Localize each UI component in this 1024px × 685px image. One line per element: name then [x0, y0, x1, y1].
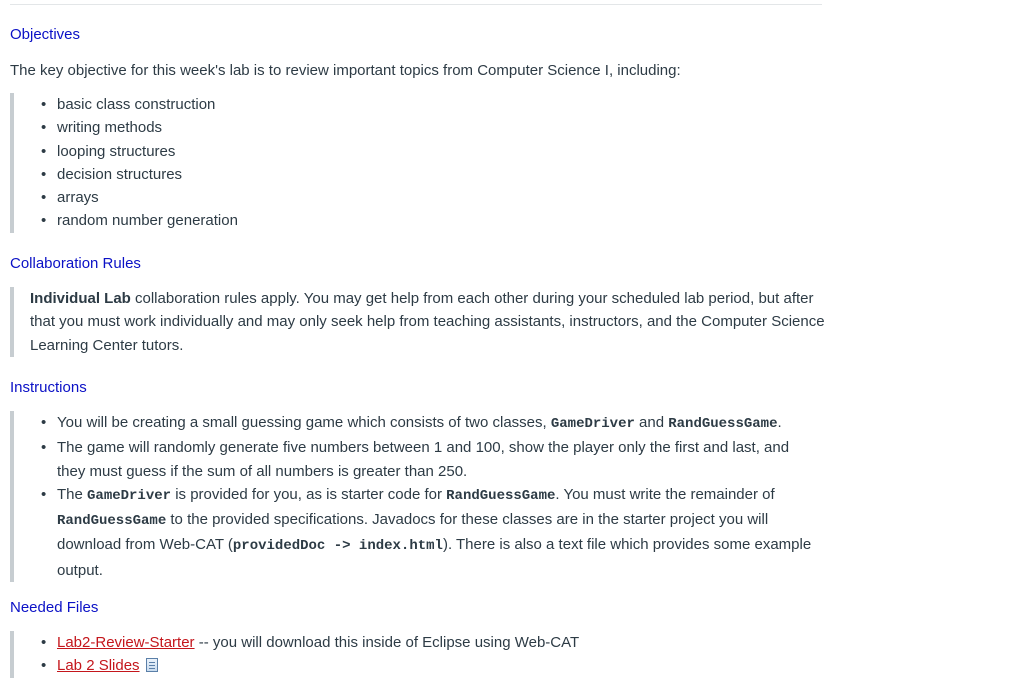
needed-files-heading: Needed Files — [10, 599, 99, 616]
objectives-intro: The key objective for this week's lab is to review important topics from Computer Science I, including: — [10, 62, 681, 79]
collaboration-quote — [10, 287, 830, 357]
link1-suffix: -- you will download this inside of Eclipse using Web-CAT — [194, 634, 580, 651]
objectives-list — [14, 93, 814, 233]
code-gamedriver: GameDriver — [87, 487, 172, 504]
lab2-slides-link[interactable]: Lab 2 Slides — [57, 657, 140, 675]
needed-files-list — [14, 631, 814, 678]
instructions-list — [14, 411, 814, 582]
text-run: You will be creating a small guessing game which consists of two classes, — [57, 414, 551, 431]
list-item: • looping structures — [14, 140, 814, 163]
list-item: • decision structures — [14, 163, 814, 186]
objectives-quote — [10, 93, 814, 233]
code-randguessgame: RandGuessGame — [57, 513, 167, 530]
text-run: is provided for you, as is starter code for — [171, 485, 447, 503]
objectives-heading: Objectives — [10, 26, 81, 43]
list-item: • basic class construction — [14, 93, 814, 116]
text-run: and — [634, 414, 669, 431]
needed-files-quote — [10, 631, 814, 678]
list-item: • random number generation — [14, 209, 814, 232]
list-item: • arrays — [14, 186, 814, 209]
code-randguessgame: RandGuessGame — [446, 487, 556, 504]
text-run: The — [57, 485, 88, 503]
list-item: • writing methods — [14, 116, 814, 139]
list-item: • The game will randomly generate five numbers between 1 and 100, show the player only the first and last, and they must guess if the sum of all numbers is greater than 250. — [14, 436, 817, 483]
text-run: . — [777, 414, 782, 431]
lab2-review-starter-link[interactable]: Lab2-Review-Starter — [57, 634, 195, 651]
collaboration-text — [14, 287, 830, 357]
instructions-heading: Instructions — [10, 379, 87, 396]
list-item — [14, 631, 814, 654]
collaboration-heading: Collaboration Rules — [10, 255, 141, 272]
code-gamedriver: GameDriver — [550, 416, 635, 432]
divider — [10, 4, 822, 5]
text-run: . You must write the remainder of — [555, 485, 775, 503]
text-run: to the provided specifications. Javadocs for these classes are in the starter project you will download from Web-CAT ( — [57, 511, 769, 554]
document-preview-icon[interactable] — [146, 658, 158, 672]
text-run: ). There is also a text file which provides some example output. — [57, 536, 812, 579]
list-item — [14, 483, 817, 582]
collaboration-bold-lead: Individual Lab — [30, 290, 131, 307]
code-randguessgame: RandGuessGame — [668, 416, 778, 432]
instructions-quote — [10, 411, 814, 582]
code-provideddoc: providedDoc -> index.html — [232, 538, 443, 555]
collaboration-body: collaboration rules apply. You may get help from each other during your scheduled lab period, but after that you must work individually and may only seek help from teaching assistants, instructors, and the Computer Science Learning Center tutors. — [30, 290, 825, 354]
list-item — [14, 411, 814, 436]
list-item — [14, 654, 814, 677]
